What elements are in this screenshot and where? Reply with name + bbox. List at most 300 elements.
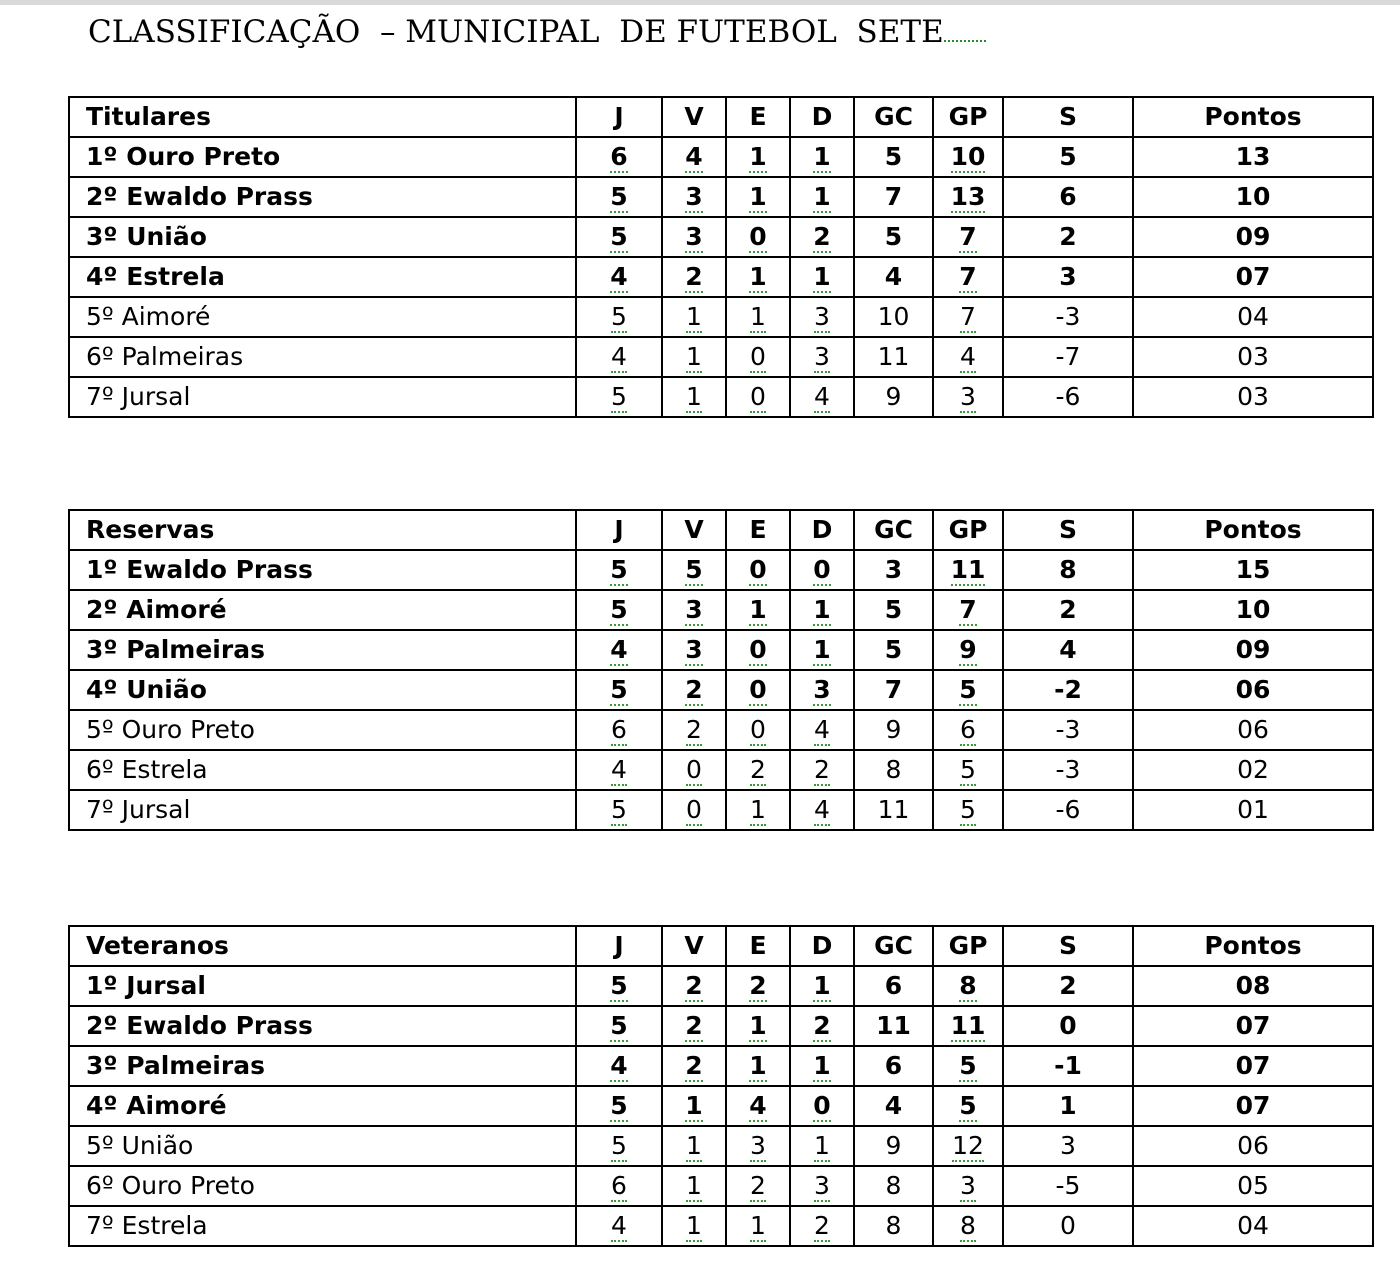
table-row <box>69 630 1373 670</box>
stat-cell-gc <box>854 377 933 417</box>
stat-value: 1 <box>749 1051 767 1080</box>
stat-cell-j <box>576 790 662 830</box>
stat-cell-d <box>790 297 854 337</box>
stat-value: 5 <box>959 1051 977 1080</box>
stat-value: 03 <box>1237 342 1269 371</box>
table-row <box>69 750 1373 790</box>
stat-cell-v <box>662 630 726 670</box>
stat-cell-j <box>576 177 662 217</box>
stat-cell-s <box>1003 1206 1133 1246</box>
stat-value: 6 <box>884 1051 903 1080</box>
table-row <box>69 337 1373 377</box>
stat-value: 08 <box>1235 971 1271 1000</box>
stat-value: 1 <box>813 1051 831 1080</box>
stat-value: 4 <box>611 755 627 784</box>
stat-value: 9 <box>959 635 977 664</box>
column-header-v: V <box>662 926 726 966</box>
stat-cell-gc <box>854 1126 933 1166</box>
stat-value: 8 <box>960 1211 976 1240</box>
column-header-j: J <box>576 926 662 966</box>
stat-value: 1 <box>685 1091 703 1120</box>
team-name: 6º Estrela <box>86 755 208 784</box>
stat-cell-e <box>726 177 790 217</box>
stat-value: 07 <box>1235 1011 1271 1040</box>
table-header-row <box>69 97 1373 137</box>
stat-cell-gc <box>854 257 933 297</box>
stat-cell-d <box>790 1126 854 1166</box>
stat-value: 0 <box>686 755 702 784</box>
stat-value: 2 <box>814 755 830 784</box>
stat-value: 2 <box>685 971 703 1000</box>
stat-value: 0 <box>749 675 767 704</box>
stat-value: 0 <box>750 342 766 371</box>
stat-cell-pontos <box>1133 630 1373 670</box>
stat-value: -1 <box>1054 1051 1082 1080</box>
table-row <box>69 550 1373 590</box>
team-name: 7º Jursal <box>86 382 191 411</box>
stat-cell-j <box>576 1046 662 1086</box>
table-row <box>69 377 1373 417</box>
stat-cell-d <box>790 790 854 830</box>
stat-cell-gc <box>854 670 933 710</box>
stat-cell-j <box>576 710 662 750</box>
team-name: 3º Palmeiras <box>86 635 265 664</box>
stat-cell-gp <box>933 1206 1003 1246</box>
stat-cell-d <box>790 1006 854 1046</box>
team-name: 3º Palmeiras <box>86 1051 265 1080</box>
column-header-pontos: Pontos <box>1133 97 1373 137</box>
team-cell <box>69 966 576 1006</box>
table-row <box>69 137 1373 177</box>
stat-cell-s <box>1003 337 1133 377</box>
stat-value: 5 <box>610 1091 628 1120</box>
column-header-d: D <box>790 926 854 966</box>
stat-cell-d <box>790 1166 854 1206</box>
stat-value: 1 <box>813 182 831 211</box>
stat-value: 9 <box>885 382 902 411</box>
team-cell <box>69 750 576 790</box>
stat-value: 1 <box>750 1211 766 1240</box>
stat-cell-s <box>1003 630 1133 670</box>
stat-value: 1 <box>813 635 831 664</box>
stat-value: 3 <box>884 555 903 584</box>
stat-value: 7 <box>884 675 903 704</box>
stat-cell-gc <box>854 590 933 630</box>
column-header-e: E <box>726 926 790 966</box>
stat-cell-pontos <box>1133 550 1373 590</box>
stat-cell-d <box>790 137 854 177</box>
column-header-gp: GP <box>933 510 1003 550</box>
stat-value: 04 <box>1237 1211 1269 1240</box>
stat-value: 02 <box>1237 755 1269 784</box>
stat-value: 9 <box>885 1131 902 1160</box>
stat-cell-e <box>726 670 790 710</box>
stat-value: 10 <box>1235 182 1271 211</box>
stat-cell-j <box>576 1166 662 1206</box>
stat-cell-v <box>662 750 726 790</box>
standings-table-reservas <box>68 509 1374 831</box>
stat-cell-gp <box>933 257 1003 297</box>
stat-cell-j <box>576 1126 662 1166</box>
stat-cell-d <box>790 590 854 630</box>
stat-value: 2 <box>813 1011 831 1040</box>
stat-cell-v <box>662 710 726 750</box>
stat-cell-gc <box>854 337 933 377</box>
team-name: 1º Ouro Preto <box>86 142 281 171</box>
stat-cell-s <box>1003 750 1133 790</box>
stat-cell-v <box>662 1086 726 1126</box>
team-cell <box>69 1126 576 1166</box>
stat-cell-e <box>726 1086 790 1126</box>
column-header-s: S <box>1003 97 1133 137</box>
stat-value: 4 <box>814 795 830 824</box>
stat-cell-gp <box>933 550 1003 590</box>
stat-cell-gp <box>933 1086 1003 1126</box>
team-cell <box>69 550 576 590</box>
stat-value: 5 <box>884 595 903 624</box>
stat-value: 0 <box>750 715 766 744</box>
stat-value: 4 <box>960 342 976 371</box>
team-name: 4º Estrela <box>86 262 225 291</box>
stat-cell-pontos <box>1133 337 1373 377</box>
stat-value: 2 <box>1059 971 1077 1000</box>
stat-value: 0 <box>813 1091 831 1120</box>
stat-value: 6 <box>960 715 976 744</box>
stat-cell-pontos <box>1133 750 1373 790</box>
stat-cell-e <box>726 1006 790 1046</box>
table-row <box>69 966 1373 1006</box>
stat-cell-j <box>576 137 662 177</box>
stat-cell-e <box>726 750 790 790</box>
stat-cell-pontos <box>1133 1206 1373 1246</box>
team-cell <box>69 1206 576 1246</box>
column-header-s: S <box>1003 510 1133 550</box>
column-header-e: E <box>726 97 790 137</box>
stat-cell-s <box>1003 137 1133 177</box>
stat-value: 0 <box>749 555 767 584</box>
team-cell <box>69 710 576 750</box>
stat-cell-gp <box>933 966 1003 1006</box>
stat-cell-j <box>576 377 662 417</box>
team-name: 4º Aimoré <box>86 1091 227 1120</box>
table-row <box>69 590 1373 630</box>
stat-value: 4 <box>611 1211 627 1240</box>
stat-value: 4 <box>610 1051 628 1080</box>
stat-value: 1 <box>813 971 831 1000</box>
stat-value: 0 <box>1059 1011 1077 1040</box>
stat-cell-gc <box>854 297 933 337</box>
stat-cell-v <box>662 590 726 630</box>
stat-value: 1 <box>686 1131 702 1160</box>
stat-value: 4 <box>1059 635 1077 664</box>
team-cell <box>69 1086 576 1126</box>
stat-value: 3 <box>750 1131 766 1160</box>
spellcheck-marker <box>944 32 986 42</box>
stat-value: 4 <box>685 142 703 171</box>
stat-cell-s <box>1003 257 1133 297</box>
stat-cell-gc <box>854 1006 933 1046</box>
team-cell <box>69 257 576 297</box>
stat-value: 2 <box>749 971 767 1000</box>
table-row <box>69 1126 1373 1166</box>
stat-cell-d <box>790 1206 854 1246</box>
stat-value: 6 <box>610 142 628 171</box>
stat-value: 5 <box>1059 142 1077 171</box>
stat-cell-v <box>662 966 726 1006</box>
column-header-j: J <box>576 97 662 137</box>
stat-cell-s <box>1003 590 1133 630</box>
stat-value: 1 <box>686 302 702 331</box>
stat-value: 8 <box>885 755 902 784</box>
stat-cell-j <box>576 1206 662 1246</box>
team-name: 2º Aimoré <box>86 595 227 624</box>
stat-cell-gp <box>933 790 1003 830</box>
stat-cell-pontos <box>1133 257 1373 297</box>
stat-cell-e <box>726 137 790 177</box>
stat-value: 1 <box>749 142 767 171</box>
stat-value: -3 <box>1055 715 1081 744</box>
stat-value: -3 <box>1055 755 1081 784</box>
stat-value: 13 <box>1235 142 1271 171</box>
stat-value: 1 <box>749 595 767 624</box>
column-header-pontos: Pontos <box>1133 510 1373 550</box>
stat-cell-s <box>1003 550 1133 590</box>
document-title-text: CLASSIFICAÇÃO – MUNICIPAL DE FUTEBOL SETE <box>88 14 944 50</box>
stat-cell-gc <box>854 710 933 750</box>
stat-cell-gp <box>933 1006 1003 1046</box>
stat-cell-pontos <box>1133 1006 1373 1046</box>
stat-value: 0 <box>750 382 766 411</box>
stat-value: 2 <box>685 675 703 704</box>
stat-cell-pontos <box>1133 177 1373 217</box>
stat-cell-v <box>662 297 726 337</box>
stat-cell-v <box>662 790 726 830</box>
stat-cell-v <box>662 217 726 257</box>
stat-cell-d <box>790 550 854 590</box>
stat-cell-d <box>790 750 854 790</box>
stat-cell-gc <box>854 137 933 177</box>
stat-value: 05 <box>1237 1171 1269 1200</box>
window-top-edge <box>0 0 1400 5</box>
stat-value: 7 <box>959 595 977 624</box>
stat-value: 4 <box>610 262 628 291</box>
stat-value: 15 <box>1235 555 1271 584</box>
column-header-gc: GC <box>854 510 933 550</box>
stat-cell-e <box>726 550 790 590</box>
stat-cell-d <box>790 966 854 1006</box>
stat-value: 0 <box>1060 1211 1076 1240</box>
stat-value: 8 <box>885 1211 902 1240</box>
stat-cell-pontos <box>1133 710 1373 750</box>
stat-cell-gc <box>854 177 933 217</box>
stat-cell-e <box>726 297 790 337</box>
stat-value: 2 <box>750 1171 766 1200</box>
stat-value: 3 <box>685 635 703 664</box>
stat-value: 0 <box>749 222 767 251</box>
stat-cell-e <box>726 790 790 830</box>
stat-cell-v <box>662 550 726 590</box>
stat-value: 8 <box>885 1171 902 1200</box>
stat-value: 4 <box>610 635 628 664</box>
stat-value: 04 <box>1237 302 1269 331</box>
category-header: Titulares <box>69 97 576 137</box>
stat-cell-gc <box>854 966 933 1006</box>
table-row <box>69 257 1373 297</box>
stat-cell-e <box>726 1046 790 1086</box>
stat-value: 4 <box>884 262 903 291</box>
stat-value: 2 <box>1059 595 1077 624</box>
table-row <box>69 1206 1373 1246</box>
stat-cell-j <box>576 630 662 670</box>
table-row <box>69 670 1373 710</box>
document-title <box>88 14 986 50</box>
team-name: 1º Jursal <box>86 971 206 1000</box>
stat-cell-e <box>726 630 790 670</box>
team-cell <box>69 217 576 257</box>
table-header-row <box>69 510 1373 550</box>
table-header-row <box>69 926 1373 966</box>
stat-cell-d <box>790 630 854 670</box>
stat-cell-pontos <box>1133 297 1373 337</box>
stat-cell-e <box>726 377 790 417</box>
stat-cell-pontos <box>1133 377 1373 417</box>
team-name: 5º Aimoré <box>86 302 211 331</box>
stat-cell-gp <box>933 137 1003 177</box>
stat-value: 5 <box>960 795 976 824</box>
stat-value: 1 <box>749 182 767 211</box>
stat-value: 1 <box>686 382 702 411</box>
stat-cell-gp <box>933 1046 1003 1086</box>
stat-cell-s <box>1003 1086 1133 1126</box>
stat-cell-gc <box>854 217 933 257</box>
team-name: 6º Palmeiras <box>86 342 244 371</box>
stat-cell-d <box>790 337 854 377</box>
stat-cell-gp <box>933 750 1003 790</box>
stat-cell-j <box>576 590 662 630</box>
team-name: 7º Jursal <box>86 795 191 824</box>
stat-cell-v <box>662 670 726 710</box>
stat-value: 1 <box>1059 1091 1077 1120</box>
stat-cell-s <box>1003 1006 1133 1046</box>
standings-table-titulares <box>68 96 1374 418</box>
stat-value: 11 <box>876 1011 911 1040</box>
stat-cell-s <box>1003 217 1133 257</box>
team-cell <box>69 337 576 377</box>
stat-cell-gc <box>854 1046 933 1086</box>
team-cell <box>69 1046 576 1086</box>
stat-value: 3 <box>685 222 703 251</box>
team-name: 5º União <box>86 1131 194 1160</box>
stat-cell-pontos <box>1133 1046 1373 1086</box>
stat-value: 1 <box>814 1131 830 1160</box>
stat-value: 3 <box>1060 1131 1076 1160</box>
stat-cell-gp <box>933 590 1003 630</box>
stat-value: 1 <box>813 595 831 624</box>
stat-cell-pontos <box>1133 217 1373 257</box>
stat-cell-pontos <box>1133 137 1373 177</box>
stat-cell-j <box>576 337 662 377</box>
stat-cell-j <box>576 297 662 337</box>
stat-value: 6 <box>611 715 627 744</box>
column-header-gc: GC <box>854 926 933 966</box>
stat-cell-gp <box>933 217 1003 257</box>
stat-cell-gp <box>933 670 1003 710</box>
stat-cell-gc <box>854 630 933 670</box>
stat-cell-j <box>576 750 662 790</box>
column-header-d: D <box>790 97 854 137</box>
stat-value: 11 <box>877 342 910 371</box>
team-cell <box>69 670 576 710</box>
team-cell <box>69 1006 576 1046</box>
stat-value: 4 <box>884 1091 903 1120</box>
stat-cell-j <box>576 550 662 590</box>
stat-cell-e <box>726 1206 790 1246</box>
stat-cell-e <box>726 217 790 257</box>
stat-cell-s <box>1003 670 1133 710</box>
stat-value: 1 <box>686 1171 702 1200</box>
stat-value: 3 <box>814 1171 830 1200</box>
stat-value: 5 <box>884 142 903 171</box>
stat-value: 1 <box>686 342 702 371</box>
stat-value: 2 <box>686 715 702 744</box>
team-cell <box>69 590 576 630</box>
stat-value: 3 <box>685 595 703 624</box>
stat-value: 3 <box>814 342 830 371</box>
stat-value: 10 <box>1235 595 1271 624</box>
column-header-gp: GP <box>933 926 1003 966</box>
stat-value: 1 <box>813 262 831 291</box>
team-name: 3º União <box>86 222 207 251</box>
stat-value: 4 <box>749 1091 767 1120</box>
stat-value: 5 <box>884 635 903 664</box>
stat-value: 0 <box>686 795 702 824</box>
stat-cell-v <box>662 177 726 217</box>
stat-cell-e <box>726 257 790 297</box>
table-row <box>69 1046 1373 1086</box>
stat-cell-s <box>1003 297 1133 337</box>
stat-value: -6 <box>1055 382 1081 411</box>
team-cell <box>69 790 576 830</box>
stat-cell-gc <box>854 1086 933 1126</box>
stat-cell-j <box>576 1086 662 1126</box>
team-name: 1º Ewaldo Prass <box>86 555 313 584</box>
stat-cell-v <box>662 377 726 417</box>
stat-value: 5 <box>611 382 627 411</box>
stat-value: 0 <box>749 635 767 664</box>
stat-cell-s <box>1003 1166 1133 1206</box>
stat-value: 5 <box>610 182 628 211</box>
stat-value: 07 <box>1235 262 1271 291</box>
stat-value: 4 <box>611 342 627 371</box>
stat-value: 13 <box>950 182 986 211</box>
table-row <box>69 1006 1373 1046</box>
stat-cell-e <box>726 966 790 1006</box>
stat-cell-j <box>576 966 662 1006</box>
stat-value: 8 <box>1059 555 1077 584</box>
stat-value: 5 <box>610 1011 628 1040</box>
stat-value: 2 <box>685 1011 703 1040</box>
stat-cell-v <box>662 1206 726 1246</box>
stat-value: 5 <box>884 222 903 251</box>
stat-cell-d <box>790 1086 854 1126</box>
stat-value: 3 <box>960 382 976 411</box>
stat-cell-v <box>662 1006 726 1046</box>
stat-value: 0 <box>813 555 831 584</box>
stat-value: 2 <box>813 222 831 251</box>
stat-value: 5 <box>611 302 627 331</box>
stat-value: 06 <box>1237 1131 1269 1160</box>
stat-value: 3 <box>813 675 831 704</box>
